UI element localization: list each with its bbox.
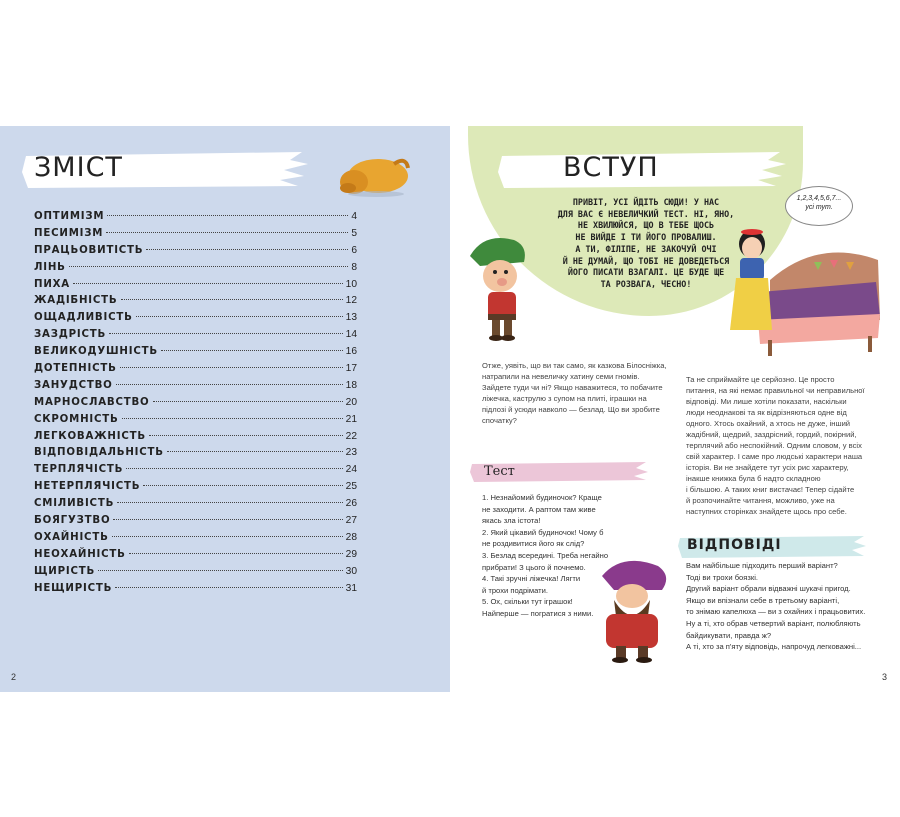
toc-entry-page: 31 <box>345 582 357 594</box>
intro-line: натрапили на невеличку хатину семи гномів. <box>482 372 640 381</box>
toc-entry-page: 12 <box>345 295 357 307</box>
toc-entry-page: 27 <box>345 515 357 527</box>
toc-leader-dots <box>122 418 343 419</box>
toc-leader-dots <box>167 451 343 452</box>
bubble-line: ЙОГО ПИСАТИ ВЗАГАЛІ. ЦЕ БУДЕ ЩЕ <box>567 267 725 278</box>
test-option-line: не роздивитися його як слід? <box>482 539 585 549</box>
toc-leader-dots <box>126 468 342 469</box>
toc-row <box>34 262 357 279</box>
toc-entry-name: ПЕСИМІЗМ <box>34 227 104 239</box>
toc-row <box>34 431 357 448</box>
speech-line: 1,2,3,4,5,6,7... <box>796 195 842 202</box>
toc-entry-name: МАРНОСЛАВСТВО <box>34 396 150 408</box>
toc-entry-name: БОЯГУЗТВО <box>34 515 111 527</box>
toc-row <box>34 481 357 498</box>
intro-line: Отже, уявіть, що ви так само, як казкова Білосніжка, <box>482 361 667 370</box>
test-title: Тест <box>484 464 515 479</box>
toc-entry-name: СКРОМНІСТЬ <box>34 413 119 425</box>
test-option-line: Найперше — погратися з ними. <box>482 608 594 618</box>
toc-row <box>34 498 357 515</box>
toc-entry-name: ОХАЙНІСТЬ <box>34 531 109 543</box>
toc-entry-name: ЗАНУДСТВО <box>34 379 113 391</box>
toc-row <box>34 566 357 583</box>
toc-entry-name: ТЕРПЛЯЧІСТЬ <box>34 464 124 476</box>
bubble-line: ДЛЯ ВАС Є НЕВЕЛИЧКИЙ ТЕСТ. НІ, ЯНО, <box>557 208 735 219</box>
toc-entry-page: 14 <box>345 329 357 341</box>
toc-entry-name: ВЕЛИКОДУШНІСТЬ <box>34 346 158 358</box>
answers-list <box>686 560 886 653</box>
toc-row <box>34 245 357 262</box>
toc-row <box>34 515 357 532</box>
intro-title: ВСТУП <box>563 152 659 183</box>
toc-row <box>34 447 357 464</box>
bubble-line: НЕ ХВИЛЮЙСЯ, ЩО В ТЕБЕ ЩОСЬ <box>577 220 715 231</box>
intro-line: спочатку? <box>482 416 517 425</box>
toc-leader-dots <box>98 570 343 571</box>
toc-entry-page: 21 <box>345 413 357 425</box>
toc-leader-dots <box>115 587 342 588</box>
side-line: й розпочинайте читання, можливо, уже на <box>686 496 835 505</box>
toc-leader-dots <box>116 384 343 385</box>
toc-entry-page: 28 <box>345 531 357 543</box>
toc-entry-page: 24 <box>345 464 357 476</box>
toc-row <box>34 397 357 414</box>
toc-entry-page: 6 <box>351 244 357 256</box>
intro-line: Зайдете туди чи ні? Якщо наважитеся, то побачите <box>482 383 663 392</box>
side-line: наступних сторінках знайдете щось про себе. <box>686 507 847 516</box>
toc-row <box>34 464 357 481</box>
toc-leader-dots <box>113 519 342 520</box>
toc-leader-dots <box>117 502 343 503</box>
toc-row <box>34 312 357 329</box>
toc-row <box>34 583 357 600</box>
answer-line: Тоді ви трохи боязкі. <box>686 572 758 582</box>
bubble-line: ТА РОЗВАГА, ЧЕСНО! <box>600 278 692 289</box>
speech-line: усі тут. <box>805 204 833 211</box>
toc-leader-dots <box>106 232 348 233</box>
page-number-right: 3 <box>882 672 888 682</box>
toc-row <box>34 346 357 363</box>
answer-line: Другий варіант обрали відважні шукачі пригод. <box>686 584 851 594</box>
side-line: терплячий або неспокійний. Одним словом, у всіх <box>686 441 862 450</box>
toc-entry-page: 25 <box>345 481 357 493</box>
bubble-line: А ТИ, ФІЛІПЕ, НЕ ЗАКОЧУЙ ОЧІ <box>575 243 717 254</box>
toc-entry-page: 29 <box>345 548 357 560</box>
answers-title: ВІДПОВІДІ <box>687 537 782 553</box>
toc-entry-name: ЗАЗДРІСТЬ <box>34 329 107 341</box>
toc-entry-name: ЖАДІБНІСТЬ <box>34 295 118 307</box>
toc-row <box>34 549 357 566</box>
toc-entry-page: 23 <box>345 447 357 459</box>
answer-line: Якщо ви впізнали себе в третьому варіанті, <box>686 595 840 605</box>
toc-leader-dots <box>153 401 343 402</box>
side-line: Та не сприймайте це серйозно. Це просто <box>686 375 835 384</box>
test-option-line: 3. Безлад всередині. Треба негайно <box>482 550 609 560</box>
toc-entry-name: НЕЩИРІСТЬ <box>34 582 113 594</box>
side-line: і більшою. А таких книг вистачає! Тепер сідайте <box>686 485 855 494</box>
toc-row <box>34 211 357 228</box>
toc-entry-name: СМІЛИВІСТЬ <box>34 498 115 510</box>
toc-row <box>34 414 357 431</box>
intro-line: ліжечка, каструлю з супом на плиті, іграшки на <box>482 394 647 403</box>
contents-title: ЗМІСТ <box>34 152 123 183</box>
test-option-line: 2. Який цікавий будиночок! Чому б <box>482 527 604 537</box>
toc-leader-dots <box>107 215 348 216</box>
toc-leader-dots <box>143 485 342 486</box>
test-option-line: 1. Незнайомий будиночок? Краще <box>482 493 602 502</box>
toc-leader-dots <box>121 299 343 300</box>
toc-entry-name: НЕТЕРПЛЯЧІСТЬ <box>34 481 141 493</box>
test-option-line: якась зла істота! <box>482 516 541 526</box>
toc-entry-name: ПИХА <box>34 278 70 290</box>
snow-white-bed-illustration <box>718 220 886 360</box>
toc-entry-page: 30 <box>345 565 357 577</box>
sleeping-dog-illustration <box>336 148 412 200</box>
test-option-line: прибрати! З цього й почнемо. <box>482 562 586 572</box>
toc-entry-page: 16 <box>345 346 357 358</box>
test-option-line: 5. Ох, скільки тут іграшок! <box>482 597 573 607</box>
toc-entry-name: НЕОХАЙНІСТЬ <box>34 548 126 560</box>
toc-leader-dots <box>109 333 343 334</box>
side-line: люди неоднакові та як відрізняються одне від <box>686 408 847 417</box>
toc-entry-name: ОПТИМІЗМ <box>34 211 105 222</box>
bubble-line: Й НЕ ДУМАЙ, ЩО ТОБІ НЕ ДОВЕДЕТЬСЯ <box>562 255 730 266</box>
toc-entry-page: 17 <box>345 363 357 375</box>
toc-leader-dots <box>149 435 343 436</box>
toc-leader-dots <box>161 350 343 351</box>
toc-entry-name: ПРАЦЬОВИТІСТЬ <box>34 244 144 256</box>
answer-line: Вам найбільше підходить перший варіант? <box>686 561 838 570</box>
side-paragraph <box>686 374 886 517</box>
toc-entry-page: 18 <box>345 379 357 391</box>
toc-row <box>34 380 357 397</box>
toc-leader-dots <box>69 266 349 267</box>
toc-entry-page: 8 <box>351 261 357 273</box>
side-line: жадібний, щедрий, заздрісний, гордий, покірний, <box>686 430 857 439</box>
answer-line: то знімаю капелюха — ви з охайних і працьовитих. <box>686 607 866 617</box>
page-number-left: 2 <box>11 672 17 682</box>
toc-row <box>34 295 357 312</box>
test-option-line: 4. Такі зручні ліжечка! Лягти <box>482 574 581 584</box>
bubble-line: НЕ ВИЙДЕ І ТИ ЙОГО ПРОВАЛИШ. <box>575 232 717 243</box>
table-of-contents <box>34 211 357 599</box>
toc-row <box>34 532 357 549</box>
toc-entry-page: 10 <box>345 278 357 290</box>
toc-entry-name: ОЩАДЛИВІСТЬ <box>34 312 133 324</box>
toc-entry-page: 13 <box>345 312 357 324</box>
intro-line: підлозі й усюди навколо — безлад. Що ви зробите <box>482 405 660 414</box>
toc-entry-name: ВІДПОВІДАЛЬНІСТЬ <box>34 447 164 459</box>
toc-row <box>34 363 357 380</box>
test-option-line: не заходити. А раптом там живе <box>482 504 596 514</box>
toc-leader-dots <box>73 283 343 284</box>
toc-entry-name: ЛІНЬ <box>34 261 66 273</box>
test-option-line: й трохи подрімати. <box>482 585 548 595</box>
toc-leader-dots <box>129 553 343 554</box>
answer-line: байдикувати, правда ж? <box>686 630 772 640</box>
toc-entry-name: ЩИРІСТЬ <box>34 565 96 577</box>
toc-leader-dots <box>146 249 348 250</box>
toc-leader-dots <box>136 316 343 317</box>
toc-row <box>34 329 357 346</box>
toc-entry-page: 4 <box>351 211 357 222</box>
toc-entry-page: 5 <box>351 227 357 239</box>
toc-entry-name: ДОТЕПНІСТЬ <box>34 363 117 375</box>
toc-row <box>34 228 357 245</box>
toc-entry-page: 20 <box>345 396 357 408</box>
side-line: одного. Хтось охайний, а хтось не дуже, інший <box>686 419 851 428</box>
side-line: питання, на які немає правильної чи неправильної <box>686 386 865 395</box>
green-hat-gnome-illustration <box>466 232 536 344</box>
side-line: свій характер. І саме про людські характери наша <box>686 452 863 461</box>
side-line: відповіді. Ми лише хотіли показати, наскільки <box>686 397 847 406</box>
side-line: інакше книжка була б надто складною <box>686 474 821 483</box>
toc-entry-page: 22 <box>345 430 357 442</box>
answer-line: А ті, хто за п'яту відповідь, напрочуд легковажні... <box>686 642 862 652</box>
intro-paragraph <box>482 360 682 426</box>
toc-entry-page: 26 <box>345 498 357 510</box>
toc-entry-name: ЛЕГКОВАЖНІСТЬ <box>34 430 146 442</box>
answer-line: Ну а ті, хто обрав четвертий варіант, полюбляють <box>686 618 861 628</box>
toc-leader-dots <box>120 367 343 368</box>
toc-leader-dots <box>112 536 343 537</box>
side-line: історія. Ви не знайдете тут усіх рис характеру, <box>686 463 849 472</box>
purple-hat-gnome-illustration <box>592 556 678 668</box>
toc-row <box>34 279 357 296</box>
bubble-line: ПРИВІТ, УСІ ЙДІТЬ СЮДИ! У НАС <box>572 197 720 207</box>
